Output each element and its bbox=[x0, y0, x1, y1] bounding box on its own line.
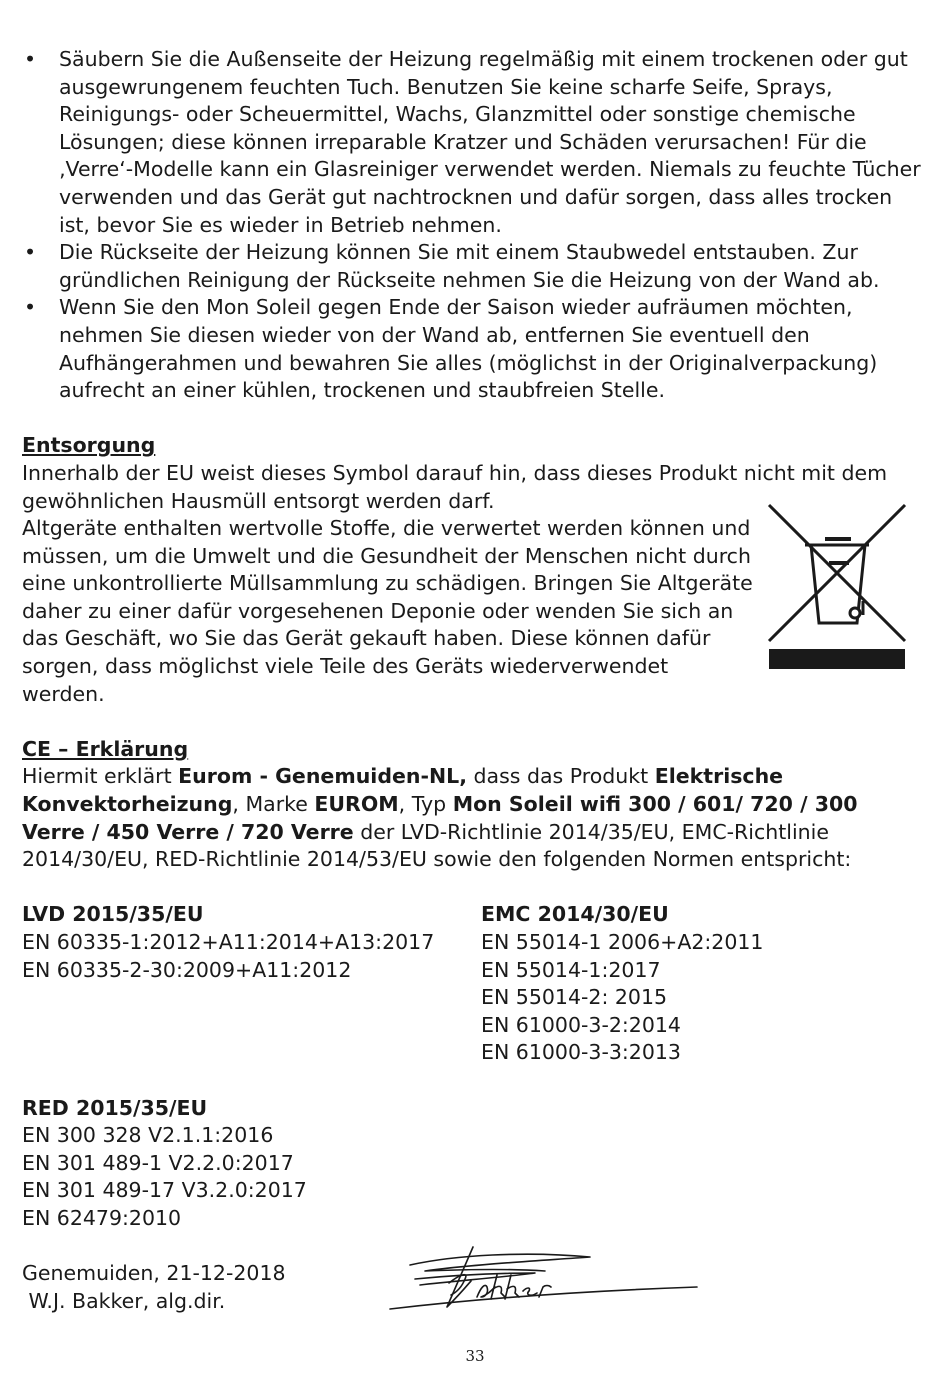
product-name: Elektrische Konvektorheizung bbox=[22, 764, 784, 817]
place-date: Genemuiden, 21-12-2018 bbox=[22, 1261, 286, 1286]
standard-item: EN 55014-2: 2015 bbox=[481, 985, 668, 1010]
standard-item: EN 61000-3-2:2014 bbox=[481, 1012, 681, 1037]
standard-item: EN 301 489-1 V2.2.0:2017 bbox=[22, 1150, 294, 1175]
standard-item: EN 60335-2-30:2009+A11:2012 bbox=[22, 957, 352, 982]
list-item-text: Die Rückseite der Heizung können Sie mit einem Staubwedel entstauben. Zur gründlichen Reinigung der Rückseite nehmen Sie die Heizung von der Wand ab. bbox=[59, 240, 880, 292]
standard-item: EN 62479:2010 bbox=[22, 1205, 182, 1230]
standard-item: EN 60335-1:2012+A11:2014+A13:2017 bbox=[22, 930, 435, 954]
bullet-icon: • bbox=[24, 240, 37, 265]
page-content bbox=[22, 46, 922, 1315]
list-item bbox=[22, 239, 922, 294]
disposal-body: Altgeräte enthalten wertvolle Stoffe, die verwertet werden können und müssen, um die Umwelt und die Gesundheit der Menschen nicht durch eine unkontrollierte Müllsammlung zu schädigen. Bringen Sie Altgeräte daher zu einer dafür vorgesehenen Deponie oder wenden Sie sich an das Geschäft, wo Sie das Gerät gekauft haben. Diese können dafür sorgen, dass möglichst viele Teile des Geräts wiederverwendet werden. bbox=[22, 516, 753, 706]
red-heading: RED 2015/35/EU bbox=[22, 1095, 208, 1120]
list-item-text: Wenn Sie den Mon Soleil gegen Ende der Saison wieder aufräumen möchten, nehmen Sie diesen wieder von der Wand ab, entfernen Sie eventuell den Aufhängerahmen und bewahren Sie alles (möglichst in der Originalverpackung) aufrecht an einer kühlen, trockenen und staubfreien Stelle. bbox=[59, 295, 878, 403]
model-types: Mon Soleil wifi 300 / 601/ 720 / 300 Verre / 450 Verre / 720 Verre bbox=[22, 792, 858, 844]
standard-item: EN 61000-3-3:2013 bbox=[481, 1040, 681, 1065]
ce-heading: CE – Erklärung bbox=[22, 736, 189, 761]
list-item bbox=[22, 294, 922, 404]
bullet-icon: • bbox=[24, 295, 37, 320]
disposal-heading: Entsorgung bbox=[22, 433, 156, 458]
list-item bbox=[22, 46, 922, 239]
standard-item: EN 301 489-17 V3.2.0:2017 bbox=[22, 1178, 307, 1203]
emc-standards bbox=[481, 901, 921, 1067]
crossed-out-wheelie-bin-icon bbox=[767, 503, 907, 671]
brand-name: EUROM bbox=[314, 792, 399, 817]
ce-declaration-section bbox=[22, 736, 922, 874]
disposal-intro: Innerhalb der EU weist dieses Symbol darauf hin, dass dieses Produkt nicht mit dem gewöhnlichen Hausmüll entsorgt werden darf. bbox=[22, 460, 888, 513]
bullet-icon: • bbox=[24, 47, 37, 71]
standards-table bbox=[22, 901, 922, 1067]
standard-item: EN 300 328 V2.1.1:2016 bbox=[22, 1123, 274, 1148]
red-standards bbox=[22, 1095, 922, 1233]
signatory-name: W.J. Bakker, alg.dir. bbox=[22, 1288, 226, 1313]
signature bbox=[385, 1237, 700, 1317]
standard-item: EN 55014-1 2006+A2:2011 bbox=[481, 930, 764, 954]
manufacturer-name: Eurom - Genemuiden-NL, bbox=[178, 764, 468, 789]
ce-declaration-text: Hiermit erklärt Eurom - Genemuiden-NL, dass das Produkt Elektrische Konvektorheizung, Marke EUROM, Typ Mon Soleil wifi 300 / 601/ 720 / 300 Verre / 450 Verre / 720 Verre der LVD-Richtlinie 2014/35/EU, EMC-Richtlinie 2014/30/EU, RED-Richtlinie 2014/53/EU sowie den folgenden Normen entspricht: bbox=[22, 764, 858, 872]
standard-item: EN 55014-1:2017 bbox=[481, 957, 661, 982]
page-number: 33 bbox=[465, 1347, 485, 1365]
lvd-standards bbox=[22, 901, 481, 1067]
lvd-heading: LVD 2015/35/EU bbox=[22, 902, 204, 927]
cleaning-instructions-list bbox=[22, 46, 922, 405]
emc-heading: EMC 2014/30/EU bbox=[481, 902, 669, 927]
list-item-text: Säubern Sie die Außenseite der Heizung regelmäßig mit einem trockenen oder gut ausgewrungenem feuchten Tuch. Benutzen Sie keine scharfe Seife, Sprays, Reinigungs- oder Scheuermittel, Wachs, Glanzmittel oder sonstige chemische Lösungen; diese können irreparable Kratzer und Schäden verursachen! Für die ‚Verre‘-Modelle kann ein Glasreiniger verwendet werden. Niemals zu feuchte Tücher verwenden und das Gerät gut nachtrocknen und dafür sorgen, dass alles trocken ist, bevor Sie es wieder in Betrieb nehmen. bbox=[59, 47, 921, 237]
